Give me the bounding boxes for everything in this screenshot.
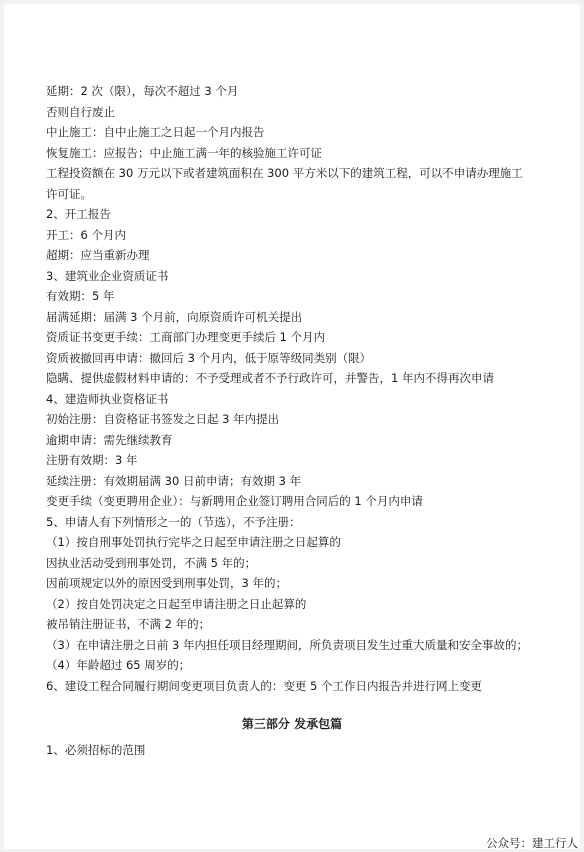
text-line: （4）年龄超过 65 周岁的； — [46, 658, 191, 672]
section-item-heading: 3、建筑业企业资质证书 — [46, 268, 169, 283]
section-item-heading: 4、建造师执业资格证书 — [46, 391, 169, 406]
body-text — [46, 81, 546, 696]
text-line: 变更手续（变更聘用企业）：与新聘用企业签订聘用合同后的 1 个月内申请 — [46, 494, 423, 508]
text-line: 有效期：5 年 — [46, 289, 115, 303]
section-item-heading: 6、建设工程合同履行期间变更项目负责人的：变更 5 个工作日内报告并进行网上变更 — [46, 678, 482, 693]
text-line: 超期：应当重新办理 — [46, 248, 150, 262]
text-line: 初始注册：自资格证书签发之日起 3 年内提出 — [46, 412, 280, 426]
part-heading: 第三部分 发承包篇 — [241, 717, 343, 731]
section-item-heading: 5、申请人有下列情形之一的（节选），不予注册： — [46, 514, 301, 529]
section-item-heading: 2、开工报告 — [46, 207, 111, 221]
text-line: 开工：6 个月内 — [46, 227, 126, 242]
text-line: （1）按自刑事处罚执行完毕之日起至申请注册之日起算的 — [46, 535, 341, 549]
text-line: 逾期申请：需先继续教育 — [46, 432, 173, 447]
text-line: 隐瞒、提供虚假材料申请的：不予受理或者不予行政许可，并警告，1 年内不得再次申请 — [46, 371, 494, 385]
document-page — [4, 4, 580, 849]
text-line: 许可证。 — [46, 186, 92, 201]
text-line: 工程投资额在 30 万元以下或者建筑面积在 300 平方米以下的建筑工程，可以不申请办理施工 — [46, 166, 523, 180]
text-line: 被吊销注册证书，不满 2 年的； — [46, 617, 211, 631]
text-line: 否则自行废止 — [46, 104, 115, 119]
text-line: 1、必须招标的范围 — [46, 743, 146, 757]
text-line: 延续注册：有效期届满 30 日前申请；有效期 3 年 — [46, 473, 302, 488]
text-line: 届满延期：届满 3 个月前，向原资质许可机关提出 — [46, 309, 303, 324]
text-line: 资质证书变更手续：工商部门办理变更手续后 1 个月内 — [46, 330, 326, 344]
text-line: 注册有效期：3 年 — [46, 453, 138, 467]
text-line: 中止施工：自中止施工之日起一个月内报告 — [46, 125, 265, 139]
text-line: 因前项规定以外的原因受到刑事处罚，3 年的； — [46, 576, 287, 590]
text-line: （3）在申请注册之日前 3 年内担任项目经理期间，所负责项目发生过重大质量和安全事故的； — [46, 637, 528, 652]
text-line: 因执业活动受到刑事处罚，不满 5 年的； — [46, 555, 257, 570]
text-line: 资质被撤回再申请：撤回后 3 个月内，低于原等级同类别（限） — [46, 350, 372, 365]
text-line: （2）按自处罚决定之日起至申请注册之日止起算的 — [46, 596, 307, 611]
text-line: 延期：2 次（限），每次不超过 3 个月 — [46, 84, 239, 98]
footer-account-label: 公众号：建工行人 — [486, 836, 578, 850]
text-line: 恢复施工：应报告；中止施工满一年的核验施工许可证 — [46, 145, 322, 160]
